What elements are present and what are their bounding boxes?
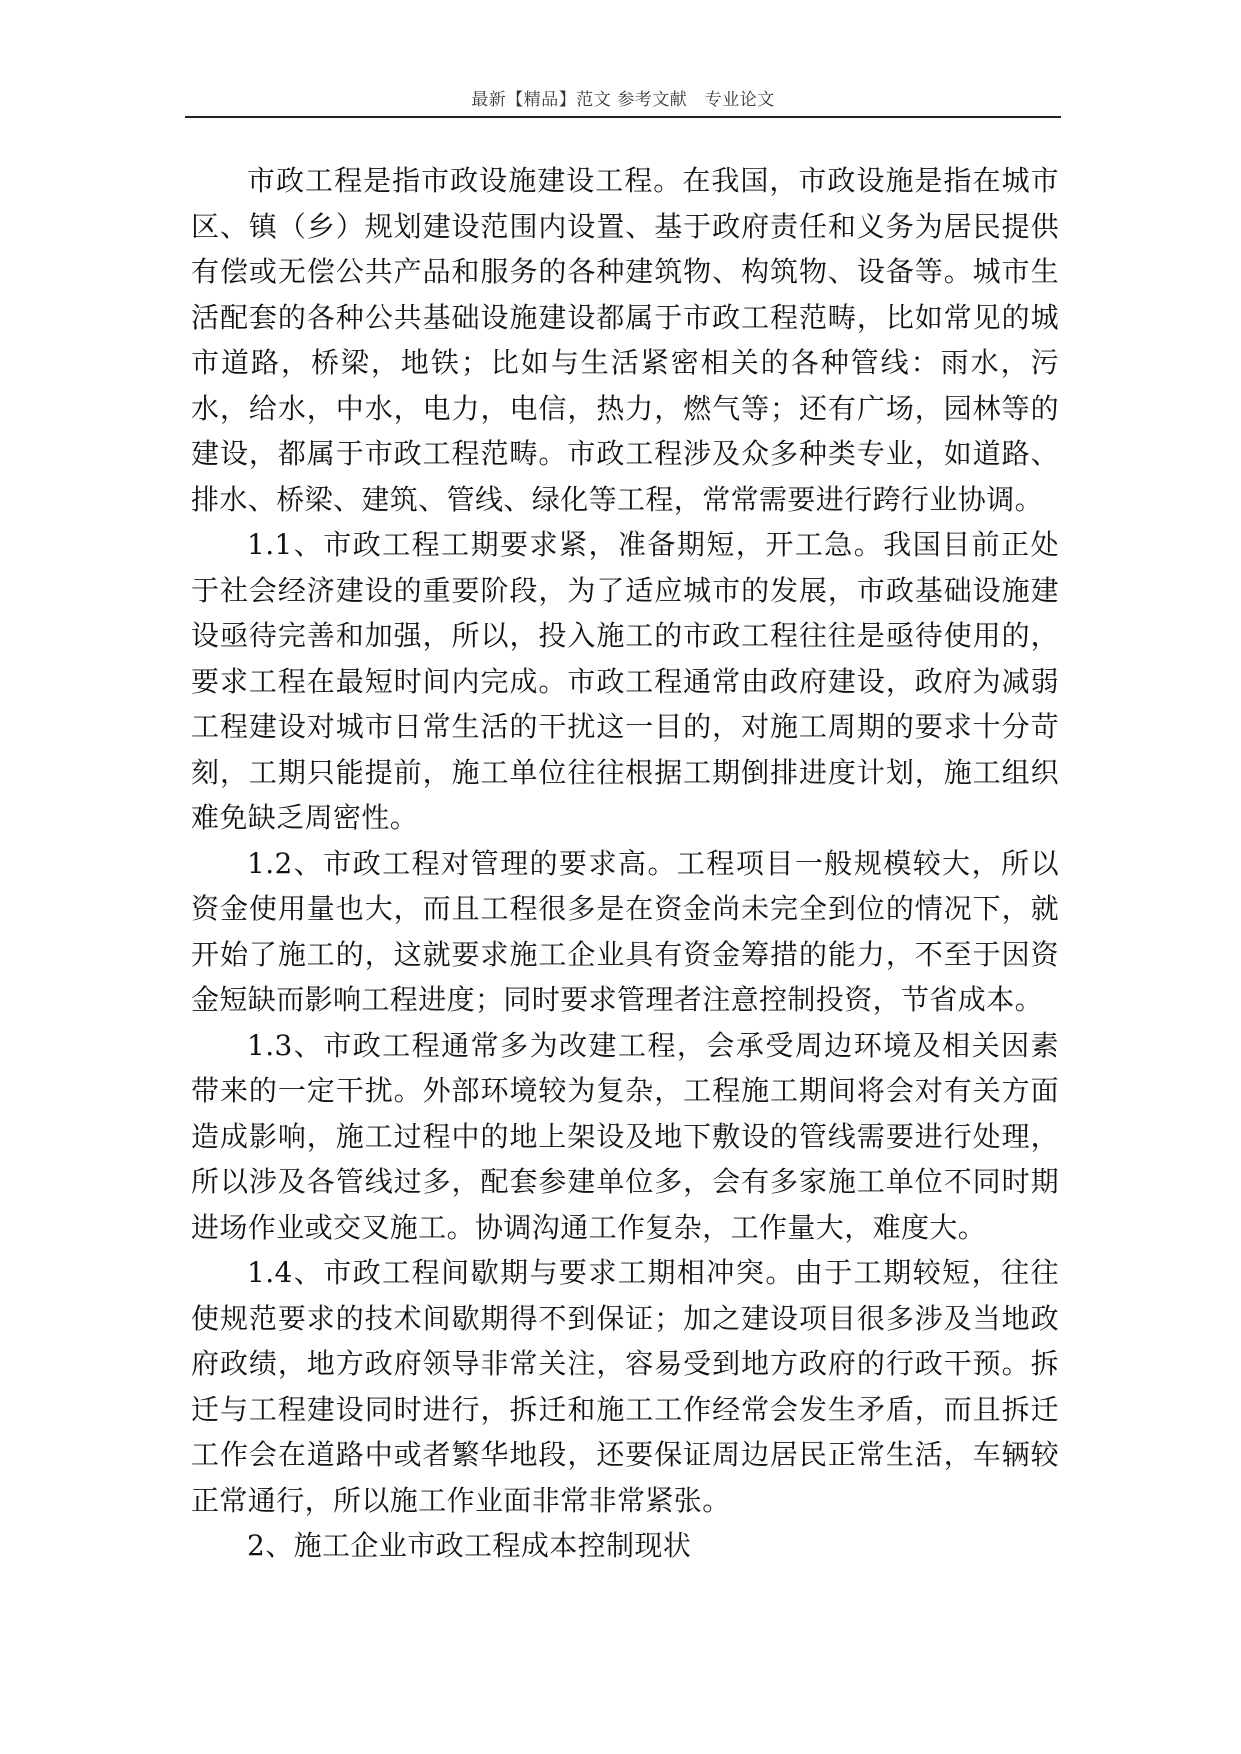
paragraph-intro: 市政工程是指市政设施建设工程。在我国，市政设施是指在城市区、镇（乡）规划建设范围内设置、基于政府责任和义务为居民提供有偿或无偿公共产品和服务的各种建筑物、构筑物、设备等。城市生活配套的各种公共基础设施建设都属于市政工程范畴，比如常见的城市道路，桥梁，地铁；比如与生活紧密相关的各种管线：雨水，污水，给水，中水，电力，电信，热力，燃气等；还有广场，园林等的建设，都属于市政工程范畴。市政工程涉及众多种类专业，如道路、排水、桥梁、建筑、管线、绿化等工程，常常需要进行跨行业协调。: [191, 164, 1059, 516]
paragraph-1-4: 1.4、市政工程间歇期与要求工期相冲突。由于工期较短，往往使规范要求的技术间歇期得不到保证；加之建设项目很多涉及当地政府政绩，地方政府领导非常关注，容易受到地方政府的行政干预。拆迁与工程建设同时进行，拆迁和施工工作经常会发生矛盾，而且拆迁工作会在道路中或者繁华地段，还要保证周边居民正常生活，车辆较正常通行，所以施工作业面非常非常紧张。: [191, 1256, 1059, 1517]
section-heading-2: 2、施工企业市政工程成本控制现状: [247, 1529, 692, 1562]
paragraph-1-2: 1.2、市政工程对管理的要求高。工程项目一般规模较大，所以资金使用量也大，而且工程很多是在资金尚未完全到位的情况下，就开始了施工的，这就要求施工企业具有资金筹措的能力，不至于因资金短缺而影响工程进度；同时要求管理者注意控制投资，节省成本。: [191, 846, 1059, 1016]
header-rule: [185, 116, 1061, 118]
paragraph-1-1: 1.1、市政工程工期要求紧，准备期短，开工急。我国目前正处于社会经济建设的重要阶段，为了适应城市的发展，市政基础设施建设亟待完善和加强，所以，投入施工的市政工程往往是亟待使用的，要求工程在最短时间内完成。市政工程通常由政府建设，政府为减弱工程建设对城市日常生活的干扰这一目的，对施工周期的要求十分苛刻，工期只能提前，施工单位往往根据工期倒排进度计划，施工组织难免缺乏周密性。: [191, 528, 1059, 834]
paragraph-1-3: 1.3、市政工程通常多为改建工程，会承受周边环境及相关因素带来的一定干扰。外部环境较为复杂，工程施工期间将会对有关方面造成影响，施工过程中的地上架设及地下敷设的管线需要进行处理，所以涉及各管线过多，配套参建单位多，会有多家施工单位不同时期进场作业或交叉施工。协调沟通工作复杂，工作量大，难度大。: [191, 1028, 1059, 1244]
page-header: 最新【精品】范文 参考文献 专业论文: [471, 90, 775, 110]
document-body: [191, 158, 1059, 1569]
